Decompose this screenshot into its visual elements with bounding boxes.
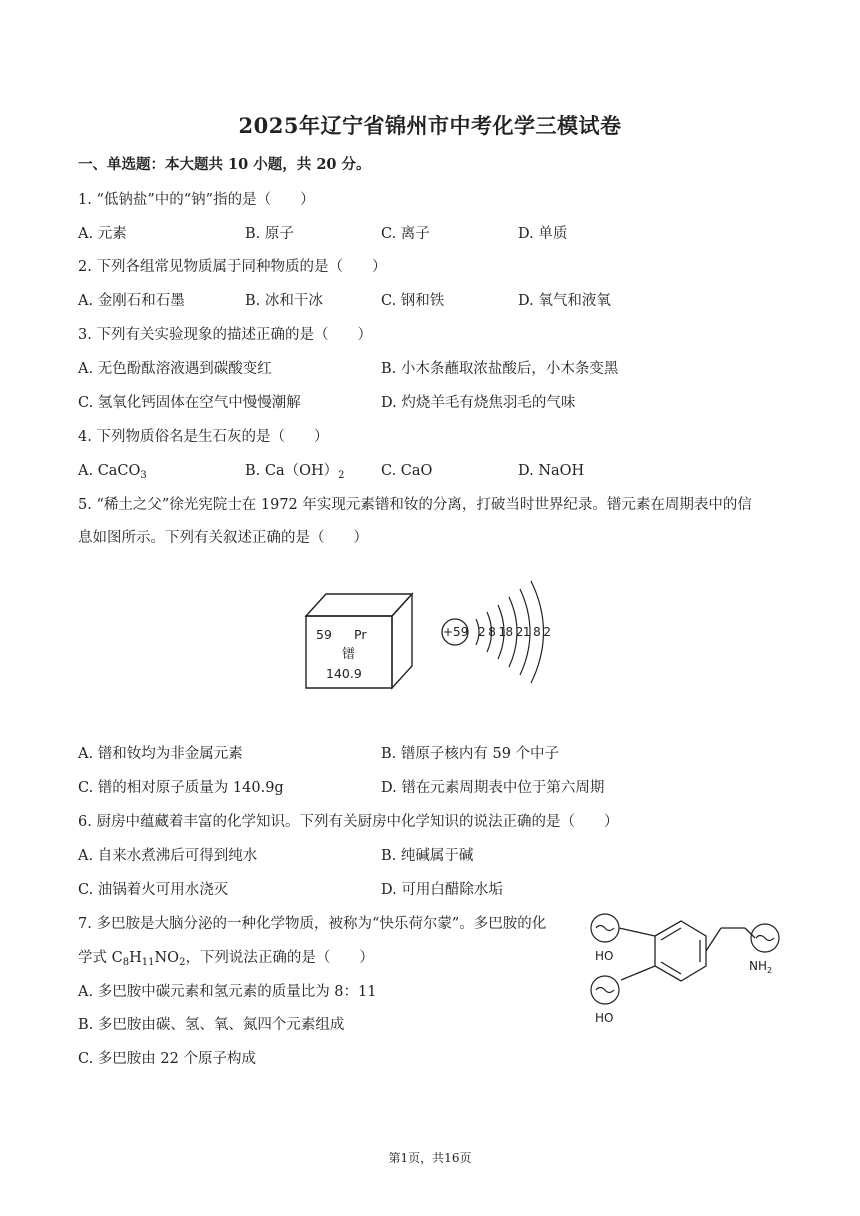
element-symbol: Pr (354, 627, 367, 642)
ho-label-upper: HO (595, 949, 614, 963)
q6-option-d: D. 可用白醋除水垢 (381, 882, 503, 898)
q7-option-a: A. 多巴胺中碳元素和氢元素的质量比为 8：11 (78, 984, 377, 1000)
q5-option-b: B. 镨原子核内有 59 个中子 (381, 746, 560, 762)
element-name: 镨 (342, 647, 356, 662)
q4-option-b: B. $Ca(OH)_2$ (245, 463, 345, 481)
question-6-stem: 6. 厨房中蕴藏着丰富的化学知识。下列有关厨房中化学知识的说法正确的是（ ） (78, 814, 619, 830)
q5-option-a: A. 镨和钕均为非金属元素 (78, 746, 243, 762)
page-title: 2025年辽宁省锦州市中考化学三模试卷 (238, 113, 622, 138)
q3-option-b: B. 小木条蘸取浓盐酸后，小木条变黑 (381, 361, 619, 377)
q3-option-d: D. 灼烧羊毛有烧焦羽毛的气味 (381, 395, 576, 411)
q7-option-b: B. 多巴胺由碳、氢、氧、氮四个元素组成 (78, 1017, 345, 1033)
praseodymium-figure (300, 572, 570, 722)
q5-option-d: D. 镨在元素周期表中位于第六周期 (381, 780, 605, 796)
question-7-stem-line2: 学式 $C_8H_{11}NO_2$，下列说法正确的是（ ） (78, 950, 374, 968)
q7-option-c: C. 多巴胺由 22 个原子构成 (78, 1051, 256, 1067)
q1-option-a: A. 元素 (78, 226, 127, 242)
q2-option-a: A. 金刚石和石墨 (78, 293, 185, 309)
q3-option-c: C. 氢氧化钙固体在空气中慢慢潮解 (78, 395, 301, 411)
q6-option-b: B. 纯碱属于碱 (381, 848, 474, 864)
question-7-stem-line1: 7. 多巴胺是大脑分泌的一种化学物质，被称为“快乐荷尔蒙”。多巴胺的化 (78, 916, 547, 932)
q6-option-a: A. 自来水煮沸后可得到纯水 (78, 848, 258, 864)
question-3-stem: 3. 下列有关实验现象的描述正确的是（ ） (78, 327, 372, 343)
q2-option-d: D. 氧气和液氧 (518, 293, 611, 309)
atomic-number: 59 (316, 627, 332, 642)
page-footer: 第1页，共16页 (388, 1151, 472, 1165)
q2-option-c: C. 钢和铁 (381, 293, 445, 309)
question-1-stem: 1. “低钠盐”中的“钠”指的是（ ） (78, 192, 315, 208)
question-5-stem-line1: 5. “稀土之父”徐光宪院士在 1972 年实现元素镨和钕的分离，打破当时世界纪录。镨元素在周期表中的信 (78, 497, 752, 513)
q2-option-b: B. 冰和干冰 (245, 293, 323, 309)
shell-electrons: 2 8 18 21 8 2 (478, 625, 551, 639)
question-5-stem-line2: 息如图所示。下列有关叙述正确的是（ ） (78, 530, 368, 546)
q1-option-c: C. 离子 (381, 226, 430, 242)
q4-option-c: C. CaO (381, 463, 433, 479)
dopamine-structure (585, 908, 785, 1030)
ho-label-lower: HO (595, 1011, 614, 1025)
nh2-label: $NH_2$ (749, 959, 773, 975)
q1-option-b: B. 原子 (245, 226, 294, 242)
q5-option-c: C. 镨的相对原子质量为 140.9g (78, 780, 284, 796)
q1-option-d: D. 单质 (518, 226, 568, 242)
q4-option-d: D. NaOH (518, 463, 585, 479)
q6-option-c: C. 油锅着火可用水浇灭 (78, 882, 229, 898)
section-heading: 一、单选题：本大题共 10 小题，共 20 分。 (78, 156, 371, 173)
question-4-stem: 4. 下列物质俗名是生石灰的是（ ） (78, 429, 329, 445)
atomic-mass: 140.9 (326, 666, 362, 681)
q3-option-a: A. 无色酚酞溶液遇到碳酸变红 (78, 361, 272, 377)
q4-option-a: A. CaCO$_3$ (78, 463, 147, 481)
nucleus-charge: +59 (443, 625, 469, 639)
question-2-stem: 2. 下列各组常见物质属于同种物质的是（ ） (78, 259, 387, 275)
